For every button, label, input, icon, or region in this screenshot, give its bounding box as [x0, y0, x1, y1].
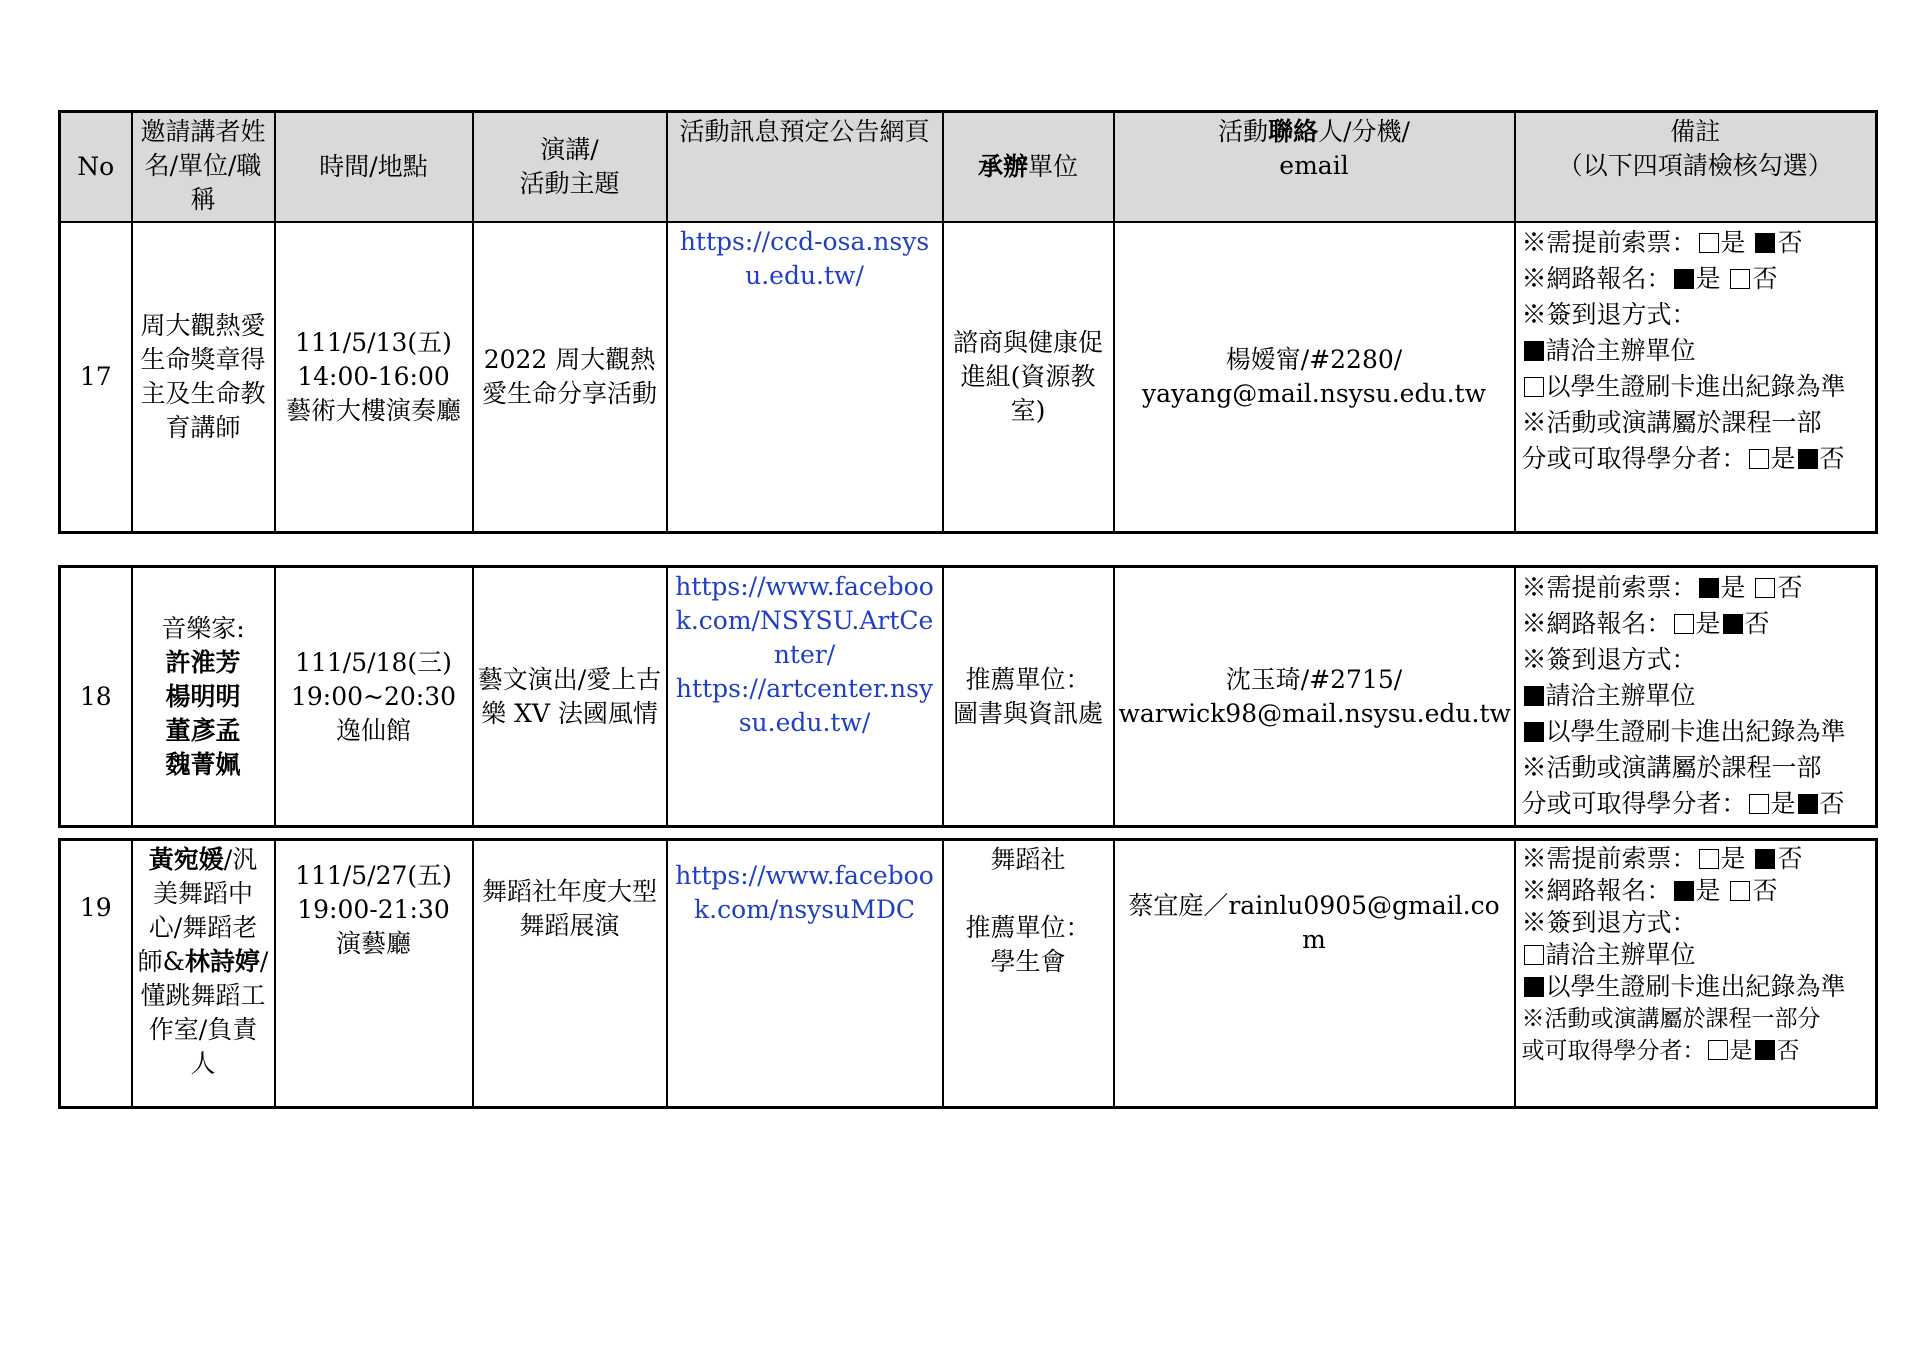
online-label: ※網路報名：	[1521, 609, 1672, 638]
row-web-link[interactable]: https://www.facebook.com/nsysuMDC	[675, 861, 934, 924]
signin-opt2-label: 以學生證刷卡進出紀錄為準	[1545, 372, 1846, 401]
row-web-link-2[interactable]: https://artcenter.nsysu.edu.tw/	[675, 674, 934, 737]
ticket-label: ※需提前索票：	[1521, 844, 1697, 873]
row-contact	[1114, 567, 1515, 827]
row-contact: 蔡宜庭／rainlu0905@gmail.com	[1114, 840, 1515, 1108]
online-yes-checkbox[interactable]	[1674, 269, 1694, 289]
signin-label: ※簽到退方式：	[1521, 908, 1697, 937]
row-speaker-name-3: 董彥孟	[165, 715, 241, 745]
row-organizer	[943, 840, 1114, 1108]
online-yes-label: 是	[1695, 609, 1721, 638]
row-date: 111/5/18(三)	[295, 647, 452, 677]
row-organizer-line1: 舞蹈社	[990, 845, 1066, 874]
credit-label-2: 分或可取得學分者：	[1521, 444, 1747, 473]
header-remark	[1515, 112, 1877, 223]
signin-opt2-label: 以學生證刷卡進出紀錄為準	[1545, 717, 1846, 746]
row-contact	[1114, 222, 1515, 532]
row-speaker-name-1: 許淮芳	[165, 647, 241, 677]
row-remark	[1515, 567, 1877, 827]
row-contact-email: warwick98@mail.nsysu.edu.tw	[1118, 698, 1511, 728]
row-time: 14:00-16:00	[297, 361, 450, 391]
row-speaker	[132, 567, 275, 827]
credit-yes-label: 是	[1770, 789, 1796, 818]
table-row-18	[60, 567, 1877, 827]
row-time-place	[275, 222, 473, 532]
credit-no-checkbox[interactable]	[1798, 449, 1818, 469]
credit-label-1: ※活動或演講屬於課程一部	[1521, 408, 1822, 437]
online-no-checkbox[interactable]	[1723, 614, 1743, 634]
row-time: 19:00-21:30	[297, 895, 450, 924]
event-table-row-19-block	[58, 838, 1878, 1109]
ticket-yes-checkbox[interactable]	[1699, 578, 1719, 598]
ticket-label: ※需提前索票：	[1521, 573, 1697, 602]
online-yes-label: 是	[1695, 264, 1721, 293]
header-contact	[1114, 112, 1515, 223]
row-web-link[interactable]: https://ccd-osa.nsysu.edu.tw/	[679, 227, 930, 290]
row-topic: 舞蹈社年度大型舞蹈展演	[473, 840, 667, 1108]
credit-label-1: ※活動或演講屬於課程一部分	[1521, 1006, 1821, 1032]
signin-opt1-checkbox[interactable]	[1524, 686, 1544, 706]
event-table-header-block	[58, 110, 1878, 534]
credit-no-checkbox[interactable]	[1755, 1040, 1775, 1060]
credit-yes-checkbox[interactable]	[1749, 449, 1769, 469]
row-contact-name: 楊嫒甯/#2280/	[1225, 344, 1403, 374]
table-row-19	[60, 840, 1877, 1108]
row-no: 17	[60, 222, 132, 532]
row-contact-name: 沈玉琦/#2715/	[1225, 664, 1403, 694]
row-organizer: 諮商與健康促進組(資源教室)	[943, 222, 1114, 532]
row-remark	[1515, 840, 1877, 1108]
header-remark-line1: 備註	[1670, 117, 1721, 146]
ticket-no-checkbox[interactable]	[1755, 849, 1775, 869]
row-organizer-line3: 學生會	[990, 947, 1066, 976]
ticket-yes-checkbox[interactable]	[1699, 233, 1719, 253]
row-speaker-a-name: 黃宛媛	[148, 845, 224, 874]
online-label: ※網路報名：	[1521, 264, 1672, 293]
ticket-yes-label: 是	[1720, 573, 1746, 602]
row-speaker-a-rest: /汎美舞蹈中心/舞蹈老師&	[137, 845, 258, 976]
credit-no-label: 否	[1776, 1038, 1800, 1064]
credit-label-1: ※活動或演講屬於課程一部	[1521, 753, 1822, 782]
online-yes-checkbox[interactable]	[1674, 614, 1694, 634]
credit-no-label: 否	[1819, 444, 1845, 473]
credit-yes-label: 是	[1770, 444, 1796, 473]
online-yes-checkbox[interactable]	[1674, 881, 1694, 901]
row-time-place	[275, 840, 473, 1108]
row-speaker-b-rest: /懂跳舞蹈工作室/負責人	[140, 947, 269, 1078]
ticket-label: ※需提前索票：	[1521, 228, 1697, 257]
row-no: 18	[60, 567, 132, 827]
credit-no-checkbox[interactable]	[1798, 794, 1818, 814]
header-web: 活動訊息預定公告網頁	[667, 112, 943, 223]
row-speaker-name-4: 魏菁姵	[165, 749, 241, 779]
header-row	[60, 112, 1877, 223]
header-speaker: 邀請講者姓名/單位/職稱	[132, 112, 275, 223]
row-organizer	[943, 567, 1114, 827]
online-no-label: 否	[1744, 609, 1770, 638]
row-place: 演藝廳	[335, 929, 411, 958]
header-topic-line2: 活動主題	[519, 169, 620, 198]
signin-opt1-label: 請洽主辦單位	[1545, 681, 1696, 710]
table-row-17	[60, 222, 1877, 532]
signin-opt2-checkbox[interactable]	[1524, 722, 1544, 742]
ticket-no-checkbox[interactable]	[1755, 578, 1775, 598]
signin-opt2-checkbox[interactable]	[1524, 977, 1544, 997]
row-no: 19	[60, 840, 132, 1108]
ticket-no-label: 否	[1777, 228, 1803, 257]
online-no-label: 否	[1752, 264, 1778, 293]
row-web-link-1[interactable]: https://www.facebook.com/NSYSU.ArtCenter/	[675, 572, 934, 669]
header-contact-a: 活動	[1218, 117, 1269, 146]
row-topic: 2022 周大觀熱愛生命分享活動	[473, 222, 667, 532]
signin-label: ※簽到退方式：	[1521, 300, 1697, 329]
signin-opt1-label: 請洽主辦單位	[1545, 940, 1696, 969]
signin-opt1-label: 請洽主辦單位	[1545, 336, 1696, 365]
row-web	[667, 840, 943, 1108]
header-organizer-bold: 承辦	[977, 152, 1028, 181]
credit-label-2: 分或可取得學分者：	[1521, 789, 1747, 818]
row-remark	[1515, 222, 1877, 532]
signin-opt1-checkbox[interactable]	[1524, 341, 1544, 361]
header-contact-email: email	[1279, 151, 1349, 180]
row-date: 111/5/27(五)	[295, 861, 452, 890]
row-speaker-name-2: 楊明明	[165, 681, 241, 711]
row-contact-email: yayang@mail.nsysu.edu.tw	[1142, 378, 1486, 408]
ticket-no-checkbox[interactable]	[1755, 233, 1775, 253]
row-speaker-title: 音樂家:	[161, 613, 245, 643]
header-organizer-rest: 單位	[1028, 152, 1079, 181]
signin-label: ※簽到退方式：	[1521, 645, 1697, 674]
row-organizer-line2: 推薦單位：	[965, 913, 1091, 942]
row-place: 逸仙館	[335, 715, 411, 745]
header-topic-line1: 演講/	[540, 135, 599, 164]
ticket-no-label: 否	[1777, 844, 1803, 873]
ticket-yes-label: 是	[1720, 228, 1746, 257]
row-web	[667, 222, 943, 532]
event-table-row-18-block	[58, 565, 1878, 828]
ticket-yes-label: 是	[1720, 844, 1746, 873]
row-topic: 藝文演出/愛上古樂 XV 法國風情	[473, 567, 667, 827]
signin-opt2-label: 以學生證刷卡進出紀錄為準	[1545, 972, 1846, 1001]
row-time-place	[275, 567, 473, 827]
row-organizer-line2: 圖書與資訊處	[952, 698, 1103, 728]
row-speaker: 周大觀熱愛生命獎章得主及生命教育講師	[132, 222, 275, 532]
signin-opt1-checkbox[interactable]	[1524, 945, 1544, 965]
header-no: No	[60, 112, 132, 223]
credit-no-label: 否	[1819, 789, 1845, 818]
credit-yes-checkbox[interactable]	[1708, 1040, 1728, 1060]
online-yes-label: 是	[1695, 876, 1721, 905]
header-contact-b: 聯絡	[1268, 117, 1319, 146]
online-no-checkbox[interactable]	[1730, 269, 1750, 289]
row-web	[667, 567, 943, 827]
header-remark-line2: （以下四項請檢核勾選）	[1557, 151, 1833, 180]
header-contact-c: 人/分機/	[1318, 117, 1410, 146]
header-organizer	[943, 112, 1114, 223]
row-organizer-line1: 推薦單位：	[965, 664, 1091, 694]
row-speaker	[132, 840, 275, 1108]
online-label: ※網路報名：	[1521, 876, 1672, 905]
credit-label-2: 或可取得學分者：	[1521, 1038, 1706, 1064]
ticket-yes-checkbox[interactable]	[1699, 849, 1719, 869]
online-no-label: 否	[1752, 876, 1778, 905]
header-time-place: 時間/地點	[275, 112, 473, 223]
row-date: 111/5/13(五)	[295, 327, 452, 357]
signin-opt2-checkbox[interactable]	[1524, 377, 1544, 397]
row-place: 藝術大樓演奏廳	[285, 395, 461, 425]
ticket-no-label: 否	[1777, 573, 1803, 602]
credit-yes-label: 是	[1729, 1038, 1753, 1064]
online-no-checkbox[interactable]	[1730, 881, 1750, 901]
credit-yes-checkbox[interactable]	[1749, 794, 1769, 814]
row-speaker-b-name: 林詩婷	[184, 947, 260, 976]
row-time: 19:00~20:30	[290, 681, 457, 711]
header-topic	[473, 112, 667, 223]
